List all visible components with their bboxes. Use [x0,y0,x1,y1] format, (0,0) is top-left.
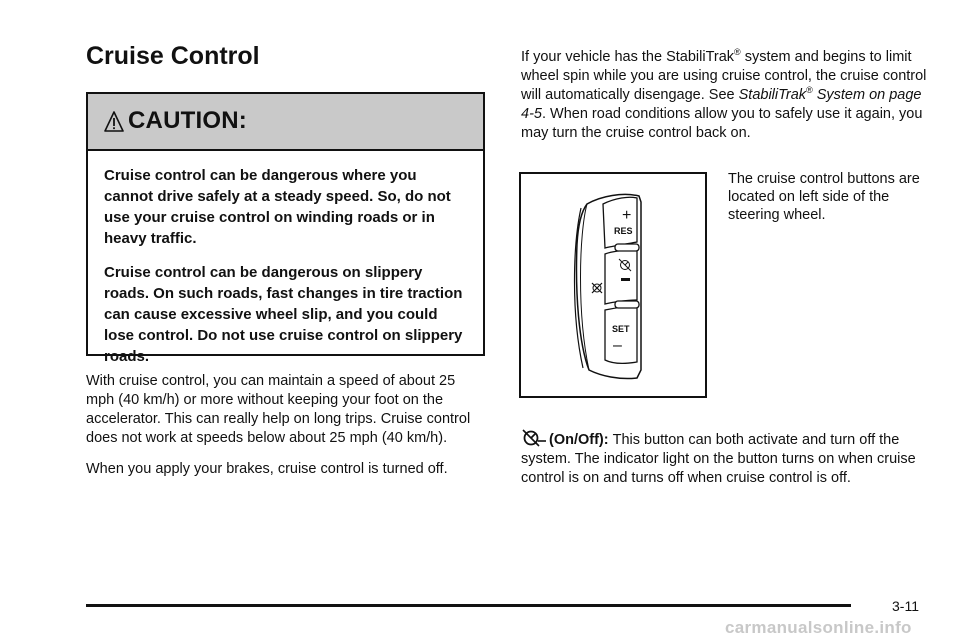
cruise-cancel-icon [592,283,602,293]
res-label: RES [614,226,633,236]
caution-paragraph: Cruise control can be dangerous on slippery roads. On such roads, fast changes in tire traction can cause excessive wheel slip, and you could lose control. Do not use cruise control on slippery roads. [104,264,463,365]
indicator-light [621,278,630,281]
caution-header [88,94,483,151]
page-number: 3-11 [892,598,919,614]
caution-label: CAUTION: [128,107,247,134]
left-column-text [86,372,482,479]
body-paragraph: With cruise control, you can maintain a speed of about 25 mph (40 km/h) or more without keeping your foot on the accelerator. This can really help on long trips. Cruise control does not work at speeds below about 25 mph (40 km/h). [86,373,471,446]
steering-wheel-buttons-illustration [521,174,705,396]
page-reference: StabiliTrak® System on page 4-5 [521,85,922,122]
caution-box [86,92,485,365]
caution-body [88,151,483,367]
stabilitrak-paragraph: If your vehicle has the StabiliTrak® system and begins to limit wheel spin while you are using cruise control, the cruise control will automatically disengage. See StabiliTrak® System on page 4-5. When road conditions allow you to safely use it again, you may turn the cruise control back on. [521,47,927,141]
figure-caption: The cruise control buttons are located on left side of the steering wheel. [728,171,920,223]
section-title: Cruise Control [86,42,260,70]
cruise-control-icon [521,428,547,448]
registered-mark: ® [734,47,741,58]
on-off-description [521,428,931,488]
plus-label: + [622,207,632,224]
on-off-text: This button can both activate and turn off the system. The indicator light on the button turns on when cruise control is on and turns off when cruise control is off. [521,432,916,486]
minus-label: – [613,337,622,354]
body-paragraph: When you apply your brakes, cruise control is turned off. [86,461,448,477]
button-name: (On/Off): [549,432,609,448]
footer-rule [86,604,851,607]
watermark: carmanualsonline.info [725,618,912,637]
cruise-buttons-figure [519,172,707,398]
set-label: SET [612,324,630,334]
caution-paragraph: Cruise control can be dangerous where you cannot drive safely at a steady speed. So, do not use your cruise control on winding roads or in heavy traffic. [104,167,451,247]
warning-triangle-icon [104,111,124,133]
